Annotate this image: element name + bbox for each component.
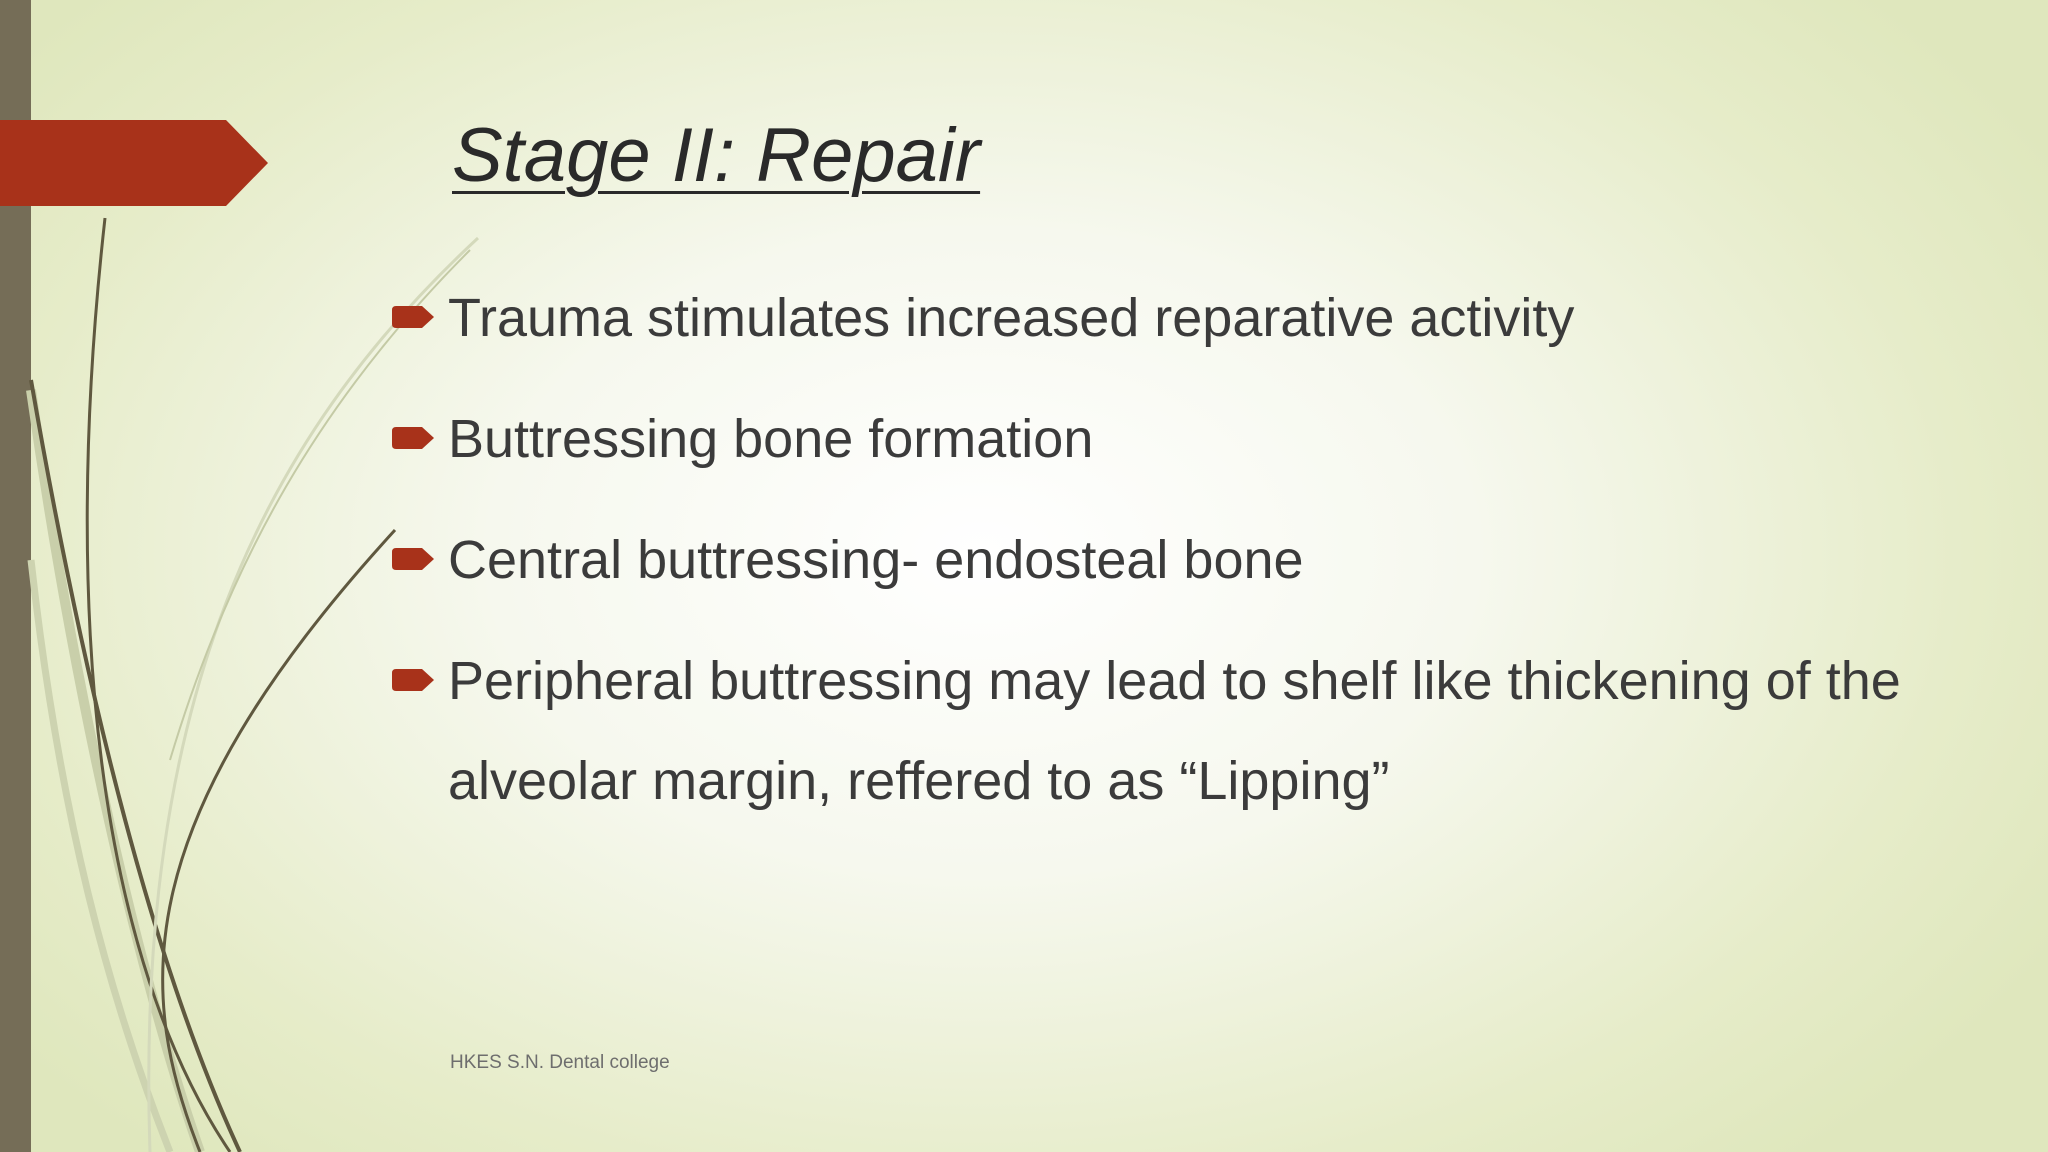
bullet-item [392, 268, 1952, 368]
arrow-bullet-icon [392, 548, 434, 570]
bullet-text: Buttressing bone formation [448, 409, 1094, 469]
bullet-item [392, 389, 1952, 489]
bullet-text: Trauma stimulates increased reparative activity [448, 288, 1575, 348]
slide-title: Stage II: Repair [452, 113, 981, 198]
arrow-bullet-icon [392, 427, 434, 449]
bullet-text: Peripheral buttressing may lead to shelf like thickening of the alveolar margin, reffered to as “Lipping” [448, 651, 1901, 811]
bullet-list [392, 268, 1952, 852]
slide-footer: HKES S.N. Dental college [450, 1052, 670, 1073]
title-arrow-shape [0, 120, 270, 206]
bullet-text: Central buttressing- endosteal bone [448, 530, 1304, 590]
arrow-bullet-icon [392, 306, 434, 328]
bullet-item [392, 631, 1952, 831]
arrow-bullet-icon [392, 669, 434, 691]
bullet-item [392, 510, 1952, 610]
